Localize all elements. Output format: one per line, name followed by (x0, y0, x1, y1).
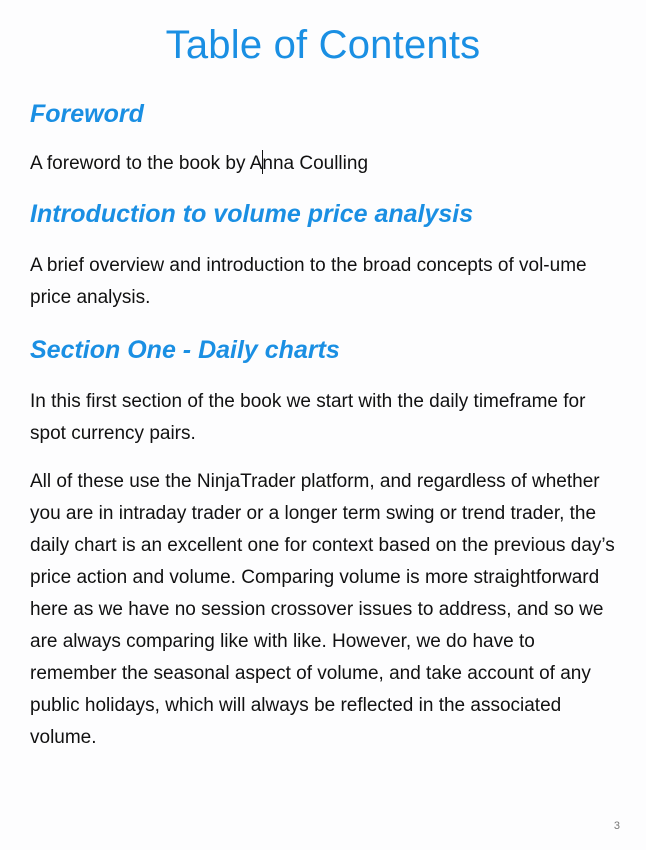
section-text-section-one-intro: In this first section of the book we start with the daily timeframe for spot currency pairs. (30, 391, 586, 444)
section-heading-introduction: Introduction to volume price analysis (30, 200, 474, 228)
toc-content (30, 96, 616, 754)
section-heading-foreword: Foreword (30, 100, 144, 128)
section-heading-section-one: Section One - Daily charts (30, 336, 340, 364)
text-after-cursor: nna Coulling (262, 153, 369, 174)
page-number: 3 (613, 820, 620, 832)
section-text-foreword[interactable] (30, 148, 616, 180)
text-before-cursor: A foreword to the book by A (30, 153, 263, 174)
section-text-introduction: A brief overview and introduction to the broad concepts of vol-ume price analysis. (30, 255, 587, 308)
section-text-section-one-body: All of these use the NinjaTrader platform, and regardless of whether you are in intraday trader or a longer term swing or trend trader, the daily chart is an excellent one for context based on the previous day’s price action and volume. Comparing volume is more straightforward here as we have no session crossover issues to address, and so we are always comparing like with like. However, we do have to remember the seasonal aspect of volume, and take account of any public holidays, which will always be reflected in the associated volume. (30, 471, 615, 748)
page-title: Table of Contents (165, 23, 481, 67)
